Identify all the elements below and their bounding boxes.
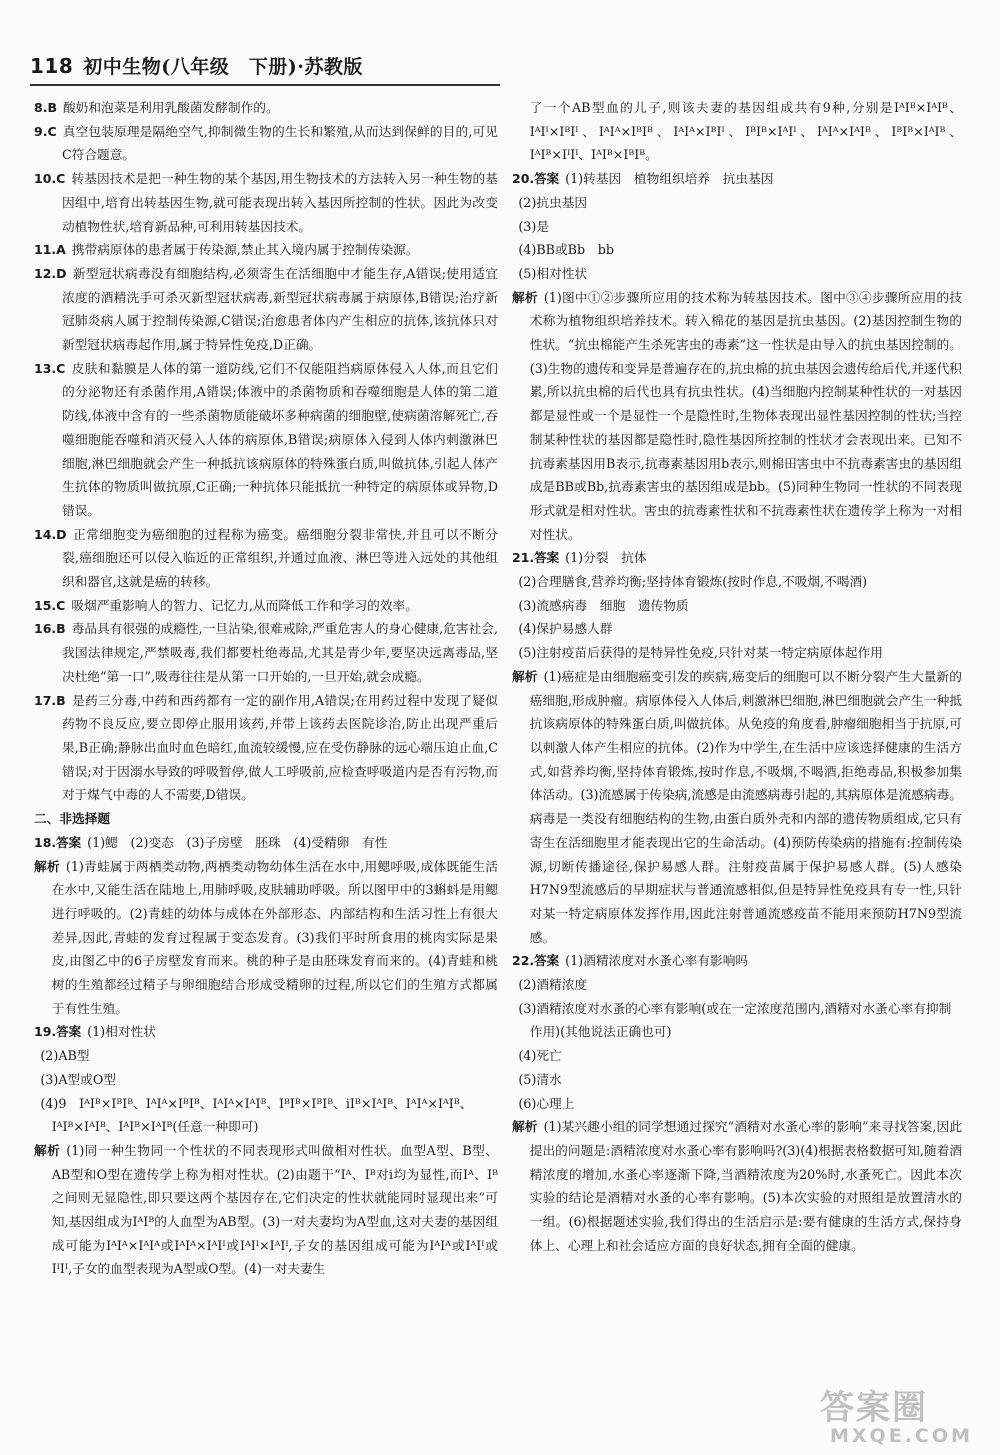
answer-12: 12.D 新型冠状病毒没有细胞结构,必须寄生在活细胞中才能生存,A错误;使用适宜浓度的酒精洗手可杀灭新型冠状病毒,新型冠状病毒属于病原体,B错误;治疗新冠肺炎病人属于控制传染源,C错误;治愈患者体内产生相应的抗体,该抗体只对新型冠状病毒起作用,属于特异性免疫,D正确。 xyxy=(34,265,498,353)
answer-21-explanation: 解析 (1)癌症是由细胞癌变引发的疾病,癌变后的细胞可以不断分裂产生大量新的癌细胞,形成肿瘤。病原体侵入人体后,刺激淋巴细胞,淋巴细胞就会产生一种抵抗该病原体的特殊蛋白质,叫做抗体。从免疫的角度看,肿瘤细胞相当于抗原,可以刺激人体产生相应的抗体。(2)作为中学生,在生活中应该选择健康的生活方式,如营养均衡,坚持体育锻炼,按时作息,不吸烟,不喝酒,拒绝毒品,积极参加集体活动。(3)流感属于传染病,流感是由流感病毒引起的,其病原体是流感病毒。病毒是一类没有细胞结构的生物,由蛋白质外壳和内部的遗传物质组成,它只有寄生在活细胞里才能表现出它的生命活动。(4)预防传染病的措施有:控制传染源,切断传播途径,保护易感人群。注射疫苗属于保护易感人群。(5)人感染H7N9型流感后的早期症状与普通流感相似,但是特异性免疫具有专一性,只针对某一特定病原体发挥作用,因此注射普通流感疫苗不能用来预防H7N9型流感。 xyxy=(512,668,962,945)
watermark-url: MXQE.COM xyxy=(830,1425,973,1447)
answer-19-part4: (4)9 IᴬIᴮ×IᴮIᴮ、IᴬIᴬ×IᴮIᴮ、IᴬIᴬ×IᴬIᴮ、IᴮIᴮ×IᴮIᴮ、iIᴮ×IᴬIᴮ、IᴬIᴬ×IᴬIᴮ、IᴬIᴮ×IᴬIᴮ、IᴬIᴮ×IᴬIᴮ(任意一种即可) xyxy=(40,1095,473,1135)
answer-8: 8.B 酸奶和泡菜是利用乳酸菌发酵制作的。 xyxy=(34,100,279,115)
page-header xyxy=(30,52,363,79)
book-title: 初中生物(八年级 下册)·苏教版 xyxy=(83,56,363,78)
answer-19-part3: (3)A型或O型 xyxy=(40,1071,116,1087)
answer-19-continued: 了一个AB型血的儿子,则该夫妻的基因组成共有9种,分别是IᴬIᴮ×IᴬIᴮ、IᴬIᴵ×IᴮIᴵ、IᴬIᴬ×IᴮIᴮ、IᴬIᴬ×IᴮIᴵ、IᴮIᴮ×IᴬIᴵ、IᴬIᴬ×IᴬIᴮ、IᴮIᴮ×IᴬIᴮ、IᴬIᴮ×IᴵIᴵ、IᴬIᴮ×IᴮIᴮ。 xyxy=(529,100,962,163)
answer-15: 15.C 吸烟严重影响人的智力、记忆力,从而降低工作和学习的效率。 xyxy=(34,597,418,613)
answer-21-part5: (5)注射疫苗后获得的是特异性免疫,只针对某一特定病原体起作用 xyxy=(518,645,883,661)
answer-13: 13.C 皮肤和黏膜是人体的第一道防线,它们不仅能阻挡病原体侵入人体,而且它们的分泌物还有杀菌作用,A错误;体液中的杀菌物质和吞噬细胞是人体的第二道防线,体液中含有的一些杀菌物质能破坏多种病菌的细胞壁,使病菌溶解死亡,吞噬细胞能吞噬和消灭侵入人体的病原体,B错误;病原体入侵到人体内刺激淋巴细胞,淋巴细胞就会产生一种抵抗该病原体的特殊蛋白质,叫做抗体,引起人体产生抗体的物质叫做抗原,C正确;一种抗体只能抵抗一种特定的病原体或异物,D错误。 xyxy=(34,360,498,518)
left-column xyxy=(34,96,498,1281)
answer-11: 11.A 携带病原体的患者属于传染源,禁止其入境内属于控制传染源。 xyxy=(34,242,419,258)
right-column xyxy=(512,96,962,1257)
answer-22-head: 22.答案 (1)酒精浓度对水蚤心率有影响吗 xyxy=(512,953,749,969)
answer-22-explanation: 解析 (1)某兴趣小组的同学想通过探究“酒精对水蚤心率的影响”来寻找答案,因此提出的问题是:酒精浓度对水蚤心率有影响吗?(3)(4)根据表格数据可知,随着酒精浓度的增加,水蚤心率逐渐下降,当酒精浓度为20%时,水蚤死亡。因此本次实验的结论是酒精对水蚤的心率有影响。(5)本次实验的对照组是放置清水的一组。(6)根据题述实验,我们得出的生活启示是:要有健康的生活方式,保持身体上、心理上和社会适应方面的良好状态,拥有全面的健康。 xyxy=(512,1119,963,1253)
answer-20-part4: (4)BB或Bb bb xyxy=(518,242,615,258)
answer-21-part2: (2)合理膳食,营养均衡;坚持体育锻炼(按时作息,不吸烟,不喝酒) xyxy=(518,574,868,590)
section-heading: 二、非选择题 xyxy=(34,811,111,827)
watermark-text: 答案圈 xyxy=(820,1388,928,1428)
answer-21-part4: (4)保护易感人群 xyxy=(518,621,613,637)
answer-20-part3: (3)是 xyxy=(518,218,550,234)
answer-22-part6: (6)心理上 xyxy=(518,1095,575,1111)
answer-18-head: 18.答案 (1)鳃 (2)变态 (3)子房壁 胚珠 (4)受精卵 有性 xyxy=(34,834,388,850)
answer-9: 9.C 真空包装原理是隔绝空气,抑制微生物的生长和繁殖,从而达到保鲜的目的,可见C符合题意。 xyxy=(34,123,498,163)
answer-17: 17.B 是药三分毒,中药和西药都有一定的副作用,A错误;在用药过程中发现了疑似药物不良反应,要立即停止服用该药,并带上该药去医院诊治,防止出现严重后果,B正确;静脉出血时血色暗红,血流较缓慢,应在受伤静脉的远心端压迫止血,C错误;对于因溺水导致的呼吸暂停,做人工呼吸前,应检查呼吸道内是否有污物,而对于煤气中毒的人不需要,D错误。 xyxy=(34,692,498,803)
answer-22-part4: (4)死亡 xyxy=(518,1048,562,1064)
answer-20-explanation: 解析 (1)图中①②步骤所应用的技术称为转基因技术。图中③④步骤所应用的技术称为植物组织培养技术。转入棉花的基因是抗虫基因。(2)基因控制生物的性状。“抗虫棉能产生杀死害虫的毒素”这一性状是由导入的抗虫基因控制的。(3)生物的遗传和变异是普遍存在的,抗虫棉的抗虫基因会遗传给后代,并逐代积累,所以抗虫棉的后代也具有抗虫性状。(4)当细胞内控制某种性状的一对基因都是显性或一个是显性一个是隐性时,生物体表现出显性基因控制的性状;当控制某种性状的基因都是隐性时,隐性基因所控制的性状才会表现出来。已知不抗毒素基因用B表示,抗毒素基因用b表示,则棉田害虫中不抗毒素害虫的基因组成是BB或Bb,抗毒素害虫的基因组成是bb。(5)同种生物同一性状的不同表现形式就是相对性状。害虫的抗毒素性状和不抗毒素性状在遗传学上称为一对相对性状。 xyxy=(512,289,962,542)
answer-10: 10.C 转基因技术是把一种生物的某个基因,用生物技术的方法转入另一种生物的基因组中,培育出转基因生物,就可能表现出转入基因所控制的性状。因此为改变动植物性状,培育新品种,可利用转基因技术。 xyxy=(34,171,498,234)
page-number: 118 xyxy=(30,54,74,78)
answer-14: 14.D 正常细胞变为癌细胞的过程称为癌变。癌细胞分裂非常快,并且可以不断分裂,癌细胞还可以侵入临近的正常组织,并通过血液、淋巴等进入远处的其他组织和器官,这就是癌的转移。 xyxy=(34,526,498,590)
header-rule xyxy=(30,84,500,86)
answer-21-head: 21.答案 (1)分裂 抗体 xyxy=(512,550,647,566)
answer-22-part3: (3)酒精浓度对水蚤的心率有影响(或在一定浓度范围内,酒精对水蚤心率有抑制作用)(其他说法正确也可) xyxy=(518,1000,952,1040)
answer-20-head: 20.答案 (1)转基因 植物组织培养 抗虫基因 xyxy=(512,171,774,187)
answer-22-part5: (5)清水 xyxy=(518,1071,562,1087)
watermark-logo xyxy=(820,1390,980,1448)
answer-19-explanation: 解析 (1)同一种生物同一个性状的不同表现形式叫做相对性状。血型A型、B型、AB型和O型在遗传学上称为相对性状。(2)由题干“Iᴬ、Iᴮ对i均为显性,而Iᴬ、Iᴮ之间则无显隐性,即只要这两个基因存在,它们决定的性状就能同时显现出来”可知,基因组成为IᴬIᴮ的人血型为AB型。(3)一对夫妻均为A型血,这对夫妻的基因组成可能为IᴬIᴬ×IᴬIᴬ或IᴬIᴬ×IᴬIᴵ或IᴬIᴵ×IᴬIᴵ,子女的基因组成可能为IᴬIᴬ或IᴬIᴵ或IᴵIᴵ,子女的血型表现为A型或O型。(4)一对夫妻生 xyxy=(34,1142,498,1277)
answer-16: 16.B 毒品具有很强的成瘾性,一旦沾染,很难戒除,严重危害人的身心健康,危害社会,我国法律规定,严禁吸毒,我们都要杜绝毒品,尤其是青少年,要坚决远离毒品,坚决杜绝“第一口”,吸毒往往是从第一口开始的,一旦开始,就会成瘾。 xyxy=(34,621,498,684)
answer-19-head: 19.答案 (1)相对性状 xyxy=(34,1024,156,1040)
answer-18-explanation: 解析 (1)青蛙属于两栖类动物,两栖类动物幼体生活在水中,用鳃呼吸,成体既能生活在水中,又能生活在陆地上,用肺呼吸,皮肤辅助呼吸。所以图甲中的3蝌蚪是用鳃进行呼吸的。(2)青蛙的幼体与成体在外部形态、内部结构和生活习性上有很大差异,因此,青蛙的发育过程属于变态发育。(3)我们平时所食用的桃肉实际是果皮,由图乙中的6子房壁发育而来。桃的种子是由胚珠发育而来的。(4)青蛙和桃树的生殖都经过精子与卵细胞结合形成受精卵的过程,所以它们的生殖方式都属于有性生殖。 xyxy=(34,858,498,1016)
answer-20-part2: (2)抗虫基因 xyxy=(518,194,588,210)
answer-19-part2: (2)AB型 xyxy=(40,1048,90,1064)
answer-20-part5: (5)相对性状 xyxy=(518,265,588,281)
answer-21-part3: (3)流感病毒 细胞 遗传物质 xyxy=(518,597,689,613)
answer-22-part2: (2)酒精浓度 xyxy=(518,977,588,993)
